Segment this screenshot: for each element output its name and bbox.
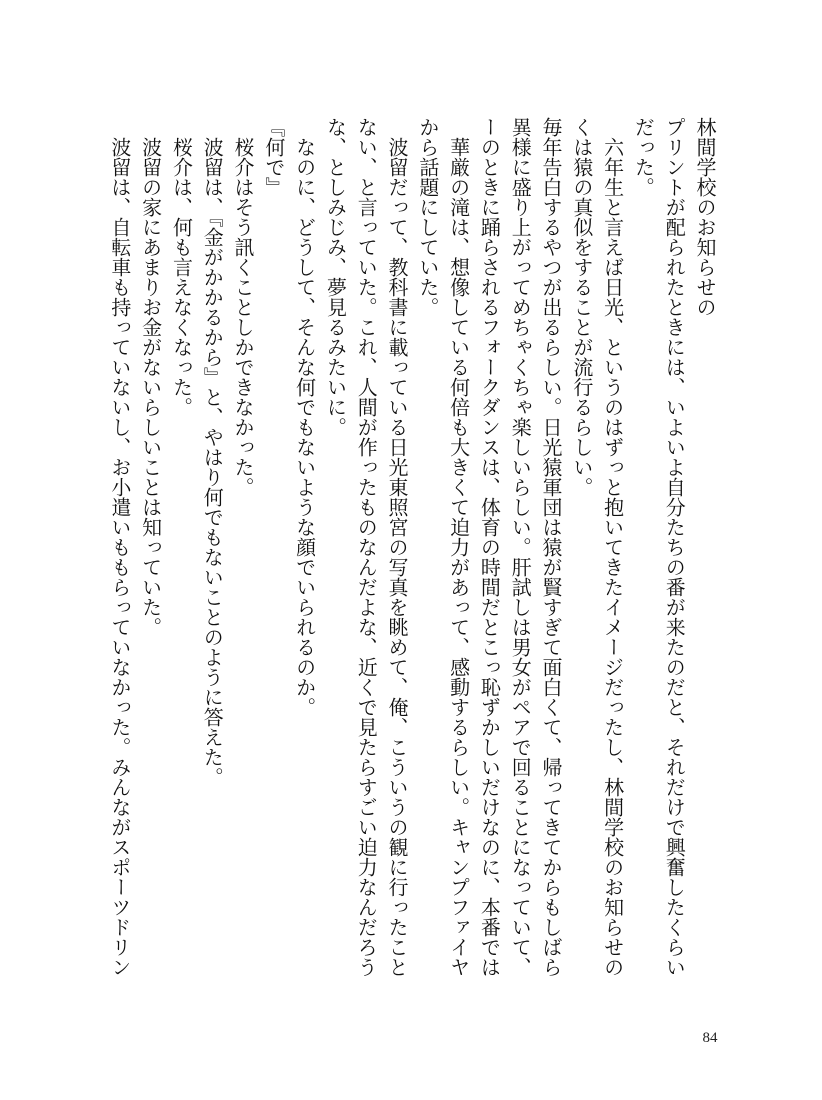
text-line: プリントが配られたときには、いよいよ自分たちの番が来たのだと、それだけで興奮したくらい [662, 117, 687, 977]
text-line: 毎年告白するやつが出るらしい。日光猿軍団は猿が賢すぎて面白くて、帰ってきてからもしばら [539, 117, 564, 977]
text-line: 異様に盛り上がってめちゃくちゃ楽しいらしい。肝試しは男女がペアで回ることになっていて、 [508, 117, 533, 977]
text-line: 桜介は、何も言えなくなった。 [169, 117, 194, 417]
text-line: 六年生と言えば日光、というのはずっと抱いてきたイメージだったし、林間学校のお知らせの [600, 117, 625, 977]
text-line: くは猿の真似をすることが流行るらしい。 [569, 117, 594, 497]
vertical-text-body [96, 117, 720, 1007]
text-line: ない、と言っていた。これ、人間が作ったものなんだよな、近くで見たらすごい迫力なんだろう [354, 117, 379, 977]
text-line: 波留は、『金がかかるから』と、やはり何でもないことのように答えた。 [200, 117, 225, 787]
text-line: から話題にしていた。 [415, 117, 440, 317]
text-line: な、としみじみ、夢見るみたいに。 [323, 117, 348, 437]
text-line: 波留は、自転車も持っていないし、お小遣いももらっていなかった。みんながスポーツドリン [107, 117, 132, 977]
text-line: 『何で』 [261, 117, 286, 197]
text-line: 林間学校のお知らせの [693, 117, 717, 317]
text-line: ーのときに踊らされるフォークダンスは、体育の時間だとこっ恥ずかしいだけなのに、本番では [477, 117, 502, 977]
text-line: 華厳の滝は、想像している何倍も大きくて迫力があって、感動するらしい。キャンプファイヤ [446, 117, 471, 977]
text-line: なのに、どうして、そんな何でもないような顔でいられるのか。 [292, 117, 317, 717]
text-line: 波留の家にあまりお金がないらしいことは知っていた。 [138, 117, 163, 637]
text-line: だった。 [631, 117, 656, 197]
text-line: 桜介はそう訊くことしかできなかった。 [231, 117, 256, 497]
text-line: 波留だって、教科書に載っている日光東照宮の写真を眺めて、俺、こういうの観に行ったこと [385, 117, 410, 977]
page-number: 84 [702, 1030, 718, 1046]
